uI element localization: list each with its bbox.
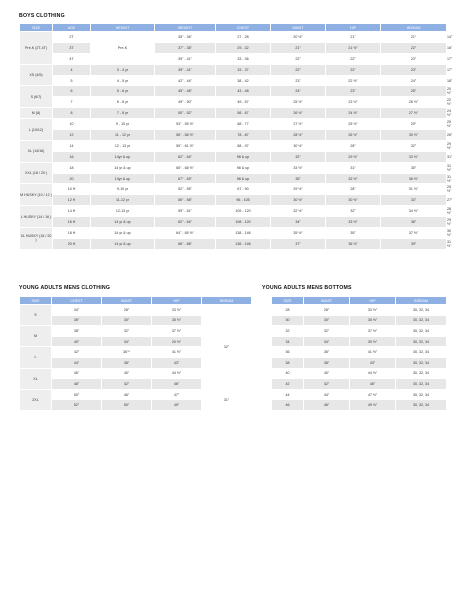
table-cell: 50" [52,389,102,400]
table-cell: 32" [304,326,350,337]
col-header: HIP [326,24,381,32]
table-cell: 14 yr & up [91,228,155,239]
table-cell: 30" [102,315,152,326]
table-cell: 12-13 yr [91,206,155,217]
table-cell: 12 - 13 yr [91,140,155,151]
table-cell: 46" [102,389,152,400]
table-cell: 22" [326,53,381,64]
size-cell: 12 [53,130,91,141]
table-cell: 23" [381,64,447,75]
table-cell: 14 yr & up [91,162,155,173]
table-cell: 44" [304,389,350,400]
table-cell: 28" [102,305,152,316]
table-cell: 37 ½" [350,326,396,337]
table-cell: 22 ½" [326,75,381,86]
table-cell: 39 ½" [350,336,396,347]
table-cell: 14yr & up [91,173,155,184]
table-cell: 44 ½" [152,368,202,379]
table-cell: 28" [304,305,350,316]
size-group-label: XL [20,368,52,389]
table-row: 12 H 11-12 yr 56" - 58" 96 - 105 30 ½" 30 ½" 33" 27" [20,195,447,206]
table-cell: 35 ½" [271,228,326,239]
size-group-label: XS (4/5) [20,64,53,86]
table-cell: 32 ½" [326,173,381,184]
size-group-label: XXL (18 / 20 ) [20,162,53,184]
table-cell: 46" [152,379,202,390]
size-cell: 5 [53,75,91,86]
table-cell: 37" [271,238,326,249]
table-cell: 49" - 50" [155,97,216,108]
col-header: CHEST [52,297,102,305]
table-row: 4T 39" - 41" 33 - 36 22" 22" 23" 17" [20,53,447,64]
table-cell: 44 ½" [350,368,396,379]
size-cell: 18 H [53,228,91,239]
table-cell: 21 ½" [326,42,381,53]
table-cell: 34 ½" [381,206,447,217]
table-row: Pre-K (2T-4T) 2T Pre-K 35" - 36" 27 - 28 20 ½" 21" 21" 14" [20,32,447,43]
ya-bottoms-table [271,296,447,411]
table-row: 16 H 14 yr & up 62" - 64" 108 - 120 34" 33 ½" 36" 29 ½" [20,217,447,228]
table-cell: 35" [271,173,326,184]
table-cell: 30, 32, 34 [396,336,447,347]
table-cell: 30, 32, 34 [396,305,447,316]
table-cell: 34" [304,336,350,347]
size-cell: 10 H [53,184,91,195]
table-cell: 27 - 28 [216,32,271,43]
table-cell: 38" [52,326,102,337]
table-cell: 31 ½" [381,184,447,195]
table-cell: 38 - 42 [216,75,271,86]
table-cell: 24" [271,86,326,97]
table-cell: 40" [304,368,350,379]
col-header: SIZE [20,24,53,32]
table-cell: 46" [304,400,350,411]
table-row [272,379,447,390]
table-cell: 40" [52,336,102,347]
size-group-label: L [20,347,52,368]
ya-clothing-table [19,296,252,411]
table-row: M (8) 8 7 - 8 yr 50" - 52" 58 - 67 26 ½" 24 ½" 27 ½" 24 ½" [20,108,447,119]
table-cell: 67" - 69" [155,173,216,184]
size-cell: 46 [272,400,304,411]
table-cell: 38" [102,357,152,368]
table-cell: 46" [350,379,396,390]
table-cell: 35 ½" [350,315,396,326]
table-cell: 29 ½" [271,184,326,195]
table-cell: 67 - 90 [216,184,271,195]
size-cell: 34 [272,336,304,347]
table-cell: 44" [52,357,102,368]
table-cell: 14yr & up [91,151,155,162]
table-cell: 108 - 120 [216,217,271,228]
table-cell: 33 - 37 [216,64,271,75]
size-group-label: XL HUSKY (18 / 20 ) [20,228,53,250]
table-cell: 33 - 36 [216,53,271,64]
table-cell: 22" [381,42,447,53]
table-cell: 30 ½" [271,140,326,151]
table-cell: 33 ½" [381,151,447,162]
table-cell: 98 & up [216,162,271,173]
size-group-label: XL (14/16) [20,140,53,162]
table-cell: 30, 32, 34 [396,315,447,326]
table-cell: 64" - 65 ½" [155,228,216,239]
table-cell: 45" - 48" [155,86,216,97]
col-header: INSEAM [381,24,447,32]
table-cell: 49" [152,400,202,411]
col-header: INSEAM [396,297,447,305]
table-row: 3T 37" - 38" 29 - 32 21" 21 ½" 22" 16" [20,42,447,53]
table-cell: 30, 32, 34 [396,357,447,368]
col-header: SIZE [20,297,52,305]
table-cell: 59" - 61 ½" [155,140,216,151]
table-cell: 20 ½" [271,32,326,43]
table-cell: 5 - 6 yr [91,86,155,97]
table-cell: 42" [52,347,102,358]
table-cell: 37" - 38" [155,42,216,53]
table-cell: 30, 32, 34 [396,368,447,379]
table-cell: 65" - 68 ½" [155,162,216,173]
table-cell: 88 - 97 [216,140,271,151]
ya-bottoms-title: YOUNG ADULTS MENS BOTTOMS [262,285,352,291]
table-cell: 30, 32, 34 [396,326,447,337]
table-cell: 62" - 64" [155,217,216,228]
table-cell: 22" [326,64,381,75]
size-cell: 38 [272,357,304,368]
table-cell: 33" [381,195,447,206]
table-cell: 30, 32, 34 [396,379,447,390]
table-cell: 11-12 yr [91,195,155,206]
table-cell: 37 ½" [152,326,202,337]
col-header: HIP [152,297,202,305]
table-cell: 7 - 8 yr [91,108,155,119]
table-cell: 30, 32, 34 [396,389,447,400]
boys-header-row [20,24,447,32]
size-group-label: M [20,326,52,347]
size-cell: 3T [53,42,91,53]
table-cell: 20 ½" [152,336,202,347]
col-header: CHEST [216,24,271,32]
table-cell: 36" [381,217,447,228]
size-cell: 8 [53,108,91,119]
ya-clothing-title: YOUNG ADULTS MENS CLOTHING [19,285,111,291]
table-cell: 24 ½" [326,108,381,119]
table-cell: 33 ½" [350,305,396,316]
table-cell: 27 ½" [271,119,326,130]
table-cell: 14 yr & up [91,238,155,249]
size-cell: 20 H [53,238,91,249]
size-group-label: S (6/7) [20,86,53,108]
table-cell: 56" - 58" [155,195,216,206]
table-cell: 32" [102,326,152,337]
table-cell: 98 & up [216,151,271,162]
table-cell: 33 ½" [152,305,202,316]
table-cell: 14 yr & up [91,217,155,228]
table-cell: 42" - 44" [155,75,216,86]
table-cell: 25 ½" [326,119,381,130]
table-cell: 30, 32, 34 [396,347,447,358]
table-cell: 43" [350,357,396,368]
size-cell: 12 H [53,195,91,206]
table-cell: 23" [381,53,447,64]
table-row [272,368,447,379]
table-cell: 98 & up [216,173,271,184]
table-row [20,305,252,316]
col-header: HIP [350,297,396,305]
table-row: 12 11 - 12 yr 56" - 58 ½" 78 - 87 28 ½" 26 ½" 30 ½" 26" [20,130,447,141]
table-row [272,326,447,337]
table-cell: 29 ½" [326,151,381,162]
table-row [272,305,447,316]
table-cell: 49 - 57 [216,97,271,108]
table-cell: 39" [381,238,447,249]
table-cell: 21" [381,32,447,43]
table-row: L HUSKY (14 / 16 ) 14 H 12-13 yr 59" - 61" 109 - 120 32 ½" 32" 34 ½" 28 ½" [20,206,447,217]
size-group-label: 2XL [20,389,52,410]
table-cell: 47" [152,389,202,400]
size-cell: 14 H [53,206,91,217]
table-row [272,336,447,347]
table-cell: 138 - 146 [216,228,271,239]
table-cell: 28 ½" [271,130,326,141]
size-cell: 42 [272,379,304,390]
size-cell: 14 [53,140,91,151]
table-row: 16 14yr & up 62" - 64" 98 & up 32" 29 ½" 33 ½" 31" [20,151,447,162]
table-cell: 23" [326,86,381,97]
table-cell: 23" [271,75,326,86]
size-cell: 40 [272,368,304,379]
size-group-label: L HUSKY (14 / 16 ) [20,206,53,228]
table-cell: 62" - 64" [155,151,216,162]
table-row: S (6/7) 6 5 - 6 yr 45" - 48" 43 - 48 24" 23" 25" 20 ½" [20,86,447,97]
table-cell: 28" [326,184,381,195]
ya-bottoms-header-row [272,297,447,305]
size-cell: 20 [53,173,91,184]
table-cell: 39" - 41" [155,53,216,64]
table-cell: 34" [52,305,102,316]
table-cell: 30" [304,315,350,326]
age-cell: Pre-K [91,32,155,65]
table-row [272,400,447,411]
table-row: 5 4 - 5 yr 42" - 44" 38 - 42 23" 22 ½" 24" 18" [20,75,447,86]
table-cell: 26 ½" [271,108,326,119]
table-cell: 47 ½" [350,389,396,400]
table-cell: 78 - 87 [216,130,271,141]
boys-clothing-table [19,23,453,250]
table-row: XL (14/16) 14 12 - 13 yr 59" - 61 ½" 88 - 97 30 ½" 28" 32" 29 ½" [20,140,447,151]
table-row: XS (4/5) 4 3 - 4 yr 39" - 41" 33 - 37 22" 22" 23" 17" [20,64,447,75]
table-row: 7 6 - 8 yr 49" - 50" 49 - 57 25 ½" 23 ½" 26 ½" 22 ½" [20,97,447,108]
table-cell: 25 ½" [271,97,326,108]
col-header: WEIGHT [155,24,216,32]
size-cell: 36 [272,347,304,358]
table-cell: 56" - 58 ½" [155,130,216,141]
table-cell: 66" - 68" [155,238,216,249]
table-cell: 9 - 10 yr [91,119,155,130]
table-cell: 4 - 5 yr [91,75,155,86]
table-cell: 28" [326,140,381,151]
table-cell: 36 ½" [381,173,447,184]
table-row [20,389,252,400]
table-cell: 32" [326,206,381,217]
table-cell: 34" [271,217,326,228]
table-cell: 32" [381,140,447,151]
table-cell: 42" [102,379,152,390]
table-cell: 35" - 36" [155,32,216,43]
table-cell: 36" [52,315,102,326]
table-cell: 43 - 48 [216,86,271,97]
table-cell: 39" - 41" [155,64,216,75]
table-row: 20 H 14 yr & up 66" - 68" 136 - 146 37" 36 ½" 39" 31 ½" [20,238,447,249]
table-cell: 50" [102,400,152,411]
table-cell: 27 ½" [381,108,447,119]
size-cell: 4T [53,53,91,64]
size-cell: 6 [53,86,91,97]
table-cell: 37 ½" [381,228,447,239]
size-cell: 32 [272,326,304,337]
ya-clothing-header-row [20,297,252,305]
table-row [272,347,447,358]
table-row: L (10/12) 10 9 - 10 yr 53" - 55 ½" 68 - 77 27 ½" 25 ½" 29" 25 ½" [20,119,447,130]
table-cell: 58 - 67 [216,108,271,119]
table-row: XL HUSKY (18 / 20 ) 18 H 14 yr & up 64" - 65 ½" 138 - 146 35 ½" 35" 37 ½" 30 ½" [20,228,447,239]
table-cell: 30 ½" [271,195,326,206]
table-row: 20 14yr & up 67" - 69" 98 & up 35" 32 ½" 36 ½" 31 ½" [20,173,447,184]
table-cell: 21" [271,42,326,53]
col-header: INSEAM [202,297,252,305]
table-cell: 49 ½" [350,400,396,411]
table-cell: 34" [102,336,152,347]
col-header: HEIGHT [91,24,155,32]
table-cell: 23 ½" [326,97,381,108]
table-cell: 32 ½" [271,206,326,217]
table-cell: 68 - 77 [216,119,271,130]
table-cell: 40" [102,368,152,379]
table-cell: 35" [381,162,447,173]
table-cell: 41 ½" [152,347,202,358]
table-cell: 48" [52,379,102,390]
size-cell: 28 [272,305,304,316]
table-cell: 11 - 12 yr [91,130,155,141]
table-row [272,357,447,368]
table-cell: 31" [326,162,381,173]
table-cell: 30 ½" [326,195,381,206]
table-cell: 29 - 32 [216,42,271,53]
table-cell: 53" - 55 ½" [155,119,216,130]
table-cell: 136 - 146 [216,238,271,249]
table-cell: 26 ½" [381,97,447,108]
size-group-label: S [20,305,52,326]
inseam-cell: 32" [202,305,252,390]
size-cell: 16 H [53,217,91,228]
table-cell: 42" [304,379,350,390]
table-cell: 22" [271,53,326,64]
inseam-cell: 31" [202,389,252,410]
col-header: AGE [53,24,91,32]
size-group-label: L (10/12) [20,119,53,141]
size-cell: 10 [53,119,91,130]
table-cell: 36 ½" [326,238,381,249]
boys-clothing-title: BOYS CLOTHING [19,13,65,19]
table-cell: 33 ½" [271,162,326,173]
col-header: WAIST [271,24,326,32]
table-cell: 30 ½" [381,130,447,141]
table-cell: 35" [326,228,381,239]
table-cell: 29" [381,119,447,130]
table-cell: 24" [381,75,447,86]
table-cell: 52" [52,400,102,411]
table-cell: 3 - 4 yr [91,64,155,75]
size-group-label: Pre-K (2T-4T) [20,32,53,65]
table-cell: 36"* [102,347,152,358]
table-cell: 38" [304,357,350,368]
size-group-label: M (8) [20,108,53,119]
table-cell: 50" - 52" [155,108,216,119]
table-cell: 52" - 55" [155,184,216,195]
col-header: WAIST [102,297,152,305]
table-row [272,389,447,400]
table-cell: 35 ½" [152,315,202,326]
table-cell: 9-10 yr [91,184,155,195]
col-header: SIZE [272,297,304,305]
size-group-label: M HUSKY (10 / 12 ) [20,184,53,206]
size-cell: 7 [53,97,91,108]
table-cell: 33 ½" [326,217,381,228]
table-cell: 32" [271,151,326,162]
table-cell: 59" - 61" [155,206,216,217]
size-cell: 16 [53,151,91,162]
size-cell: 18 [53,162,91,173]
table-cell: 41 ½" [350,347,396,358]
size-cell: 30 [272,315,304,326]
size-cell: 2T [53,32,91,43]
table-cell: 43" [152,357,202,368]
table-cell: 30, 32, 34 [396,400,447,411]
col-header: WAIST [304,297,350,305]
table-cell: 36" [304,347,350,358]
size-cell: 44 [272,389,304,400]
table-cell: 26 ½" [326,130,381,141]
table-cell: 25" [381,86,447,97]
table-row [272,315,447,326]
table-cell: 96 - 105 [216,195,271,206]
table-row: XXL (18 / 20 ) 18 14 yr & up 65" - 68 ½" 98 & up 33 ½" 31" 35" 31 ½" [20,162,447,173]
size-cell: 4 [53,64,91,75]
table-cell: 21" [326,32,381,43]
table-cell: 46" [52,368,102,379]
table-cell: 22" [271,64,326,75]
table-cell: 6 - 8 yr [91,97,155,108]
table-cell: 109 - 120 [216,206,271,217]
table-row: M HUSKY (10 / 12 ) 10 H 9-10 yr 52" - 55" 67 - 90 29 ½" 28" 31 ½" 25 ½" [20,184,447,195]
